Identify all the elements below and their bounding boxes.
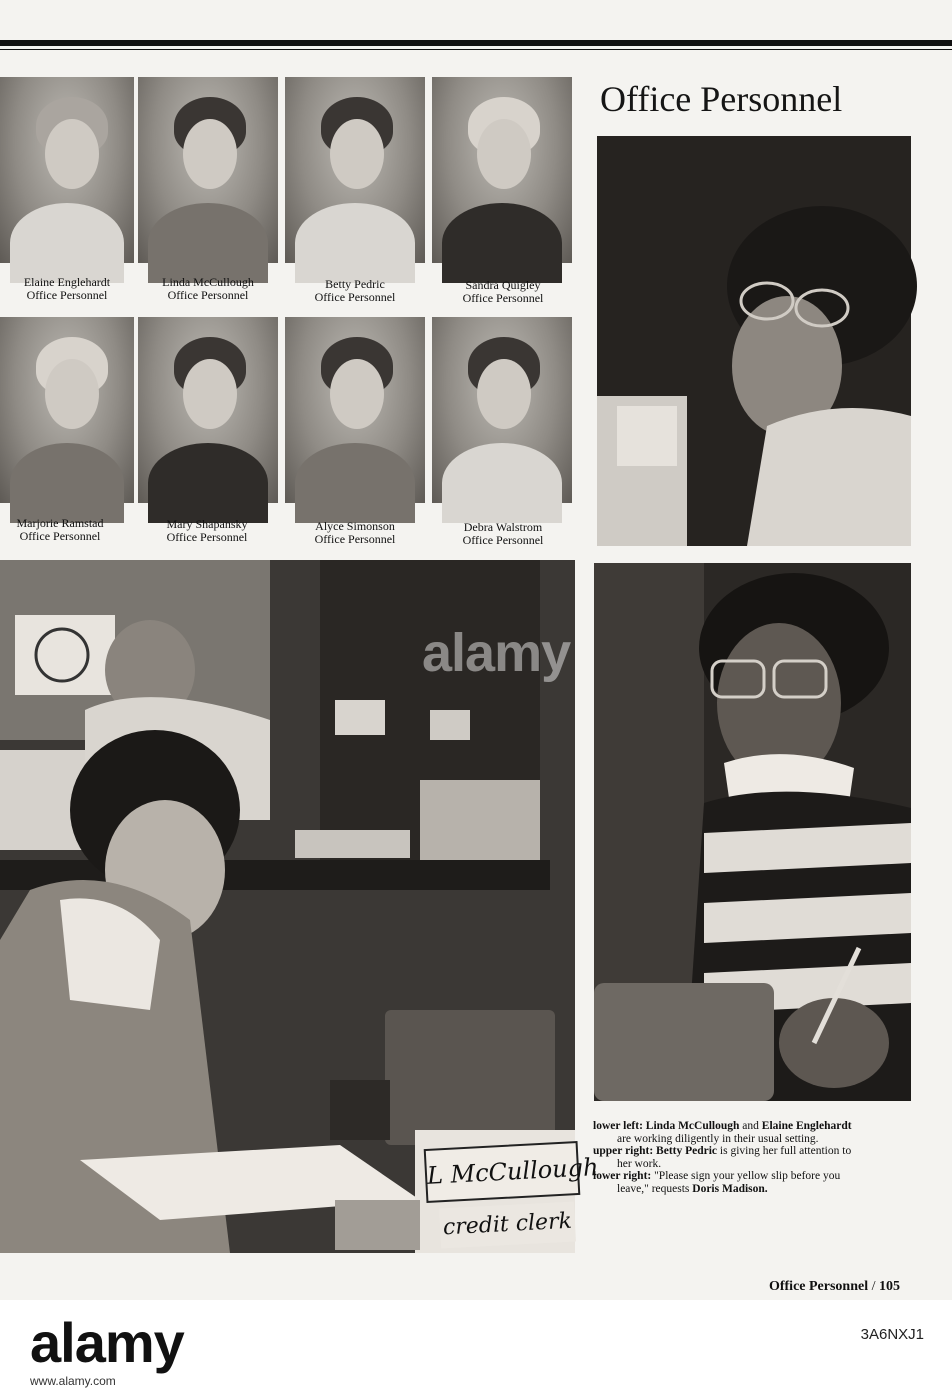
- caption-position: lower left:: [593, 1120, 643, 1132]
- watermark-center-logo: alamy: [422, 623, 571, 683]
- lower-right-photo-art: [594, 563, 911, 1101]
- page-footer: [769, 1279, 900, 1295]
- caption-quote: "Please sign your yellow slip before you: [654, 1170, 841, 1182]
- portrait-photo-3: [285, 77, 425, 263]
- watermark-image-id: 3A6NXJ1: [860, 1326, 924, 1343]
- caption-joiner: is giving her full attention to: [717, 1145, 852, 1157]
- nameplate-title: credit clerk: [442, 1208, 573, 1241]
- portrait-role: Office Personnel: [26, 288, 108, 302]
- portrait-role: Office Personnel: [314, 290, 396, 304]
- portrait-face: [477, 359, 531, 429]
- caption-upper-right: [593, 1145, 913, 1158]
- portrait-role: Office Personnel: [166, 530, 248, 544]
- portrait-caption-4: [428, 279, 578, 305]
- portrait-name: Sandra Quigley: [465, 278, 541, 292]
- portrait-name: Marjorie Ramstad: [16, 516, 104, 530]
- portrait-caption-7: [280, 520, 430, 546]
- caption-names: Doris Madison.: [692, 1182, 768, 1195]
- portrait-face: [183, 119, 237, 189]
- caption-names: Elaine Englehardt: [761, 1120, 852, 1132]
- portrait-shoulders: [295, 443, 415, 523]
- portrait-shoulders: [148, 443, 268, 523]
- portrait-caption-1: [0, 276, 142, 302]
- caption-quote-end: leave," requests: [617, 1182, 693, 1195]
- portrait-caption-3: [280, 278, 430, 304]
- lower-right-photo: [594, 563, 911, 1101]
- portrait-shoulders: [148, 203, 268, 283]
- portrait-photo-4: [432, 77, 572, 263]
- portrait-name: Mary Shapansky: [166, 517, 248, 531]
- portrait-role: Office Personnel: [167, 288, 249, 302]
- portrait-role: Office Personnel: [19, 529, 101, 543]
- portrait-photo-8: [432, 317, 572, 503]
- top-rule-thick: [0, 40, 952, 46]
- portrait-shoulders: [295, 203, 415, 283]
- caption-joiner: and: [739, 1120, 762, 1132]
- caption-position: lower right:: [593, 1170, 652, 1182]
- portrait-caption-6: [132, 518, 282, 544]
- portrait-role: Office Personnel: [314, 532, 396, 546]
- caption-lower-left-continued: are working diligently in their usual setting.: [617, 1132, 819, 1145]
- caption-lower-right: [593, 1170, 913, 1183]
- caption-lower-right-continued: [593, 1183, 913, 1196]
- portrait-photo-6: [138, 317, 278, 503]
- portrait-name: Debra Walstrom: [463, 520, 543, 534]
- portrait-shoulders: [442, 203, 562, 283]
- portrait-caption-8: [428, 521, 578, 547]
- watermark-logo: alamy: [30, 1311, 184, 1374]
- portrait-photo-7: [285, 317, 425, 503]
- caption-names: Linda McCullough: [645, 1120, 740, 1132]
- nameplate-name: L McCullough: [426, 1152, 600, 1190]
- caption-lower-left: [593, 1120, 913, 1133]
- page-title: Office Personnel: [600, 79, 843, 119]
- portrait-role: Office Personnel: [462, 533, 544, 547]
- upper-right-photo-art: [597, 136, 911, 546]
- top-rule-thin: [0, 49, 952, 50]
- portrait-name: Linda McCullough: [162, 275, 254, 289]
- portrait-photo-2: [138, 77, 278, 263]
- caption-position: upper right:: [593, 1145, 654, 1157]
- footer-separator: /: [868, 1279, 879, 1294]
- portrait-face: [45, 359, 99, 429]
- portrait-face: [45, 119, 99, 189]
- portrait-face: [477, 119, 531, 189]
- portrait-caption-5: [0, 517, 135, 543]
- portrait-name: Elaine Englehardt: [23, 275, 111, 289]
- nameplate: [424, 1141, 600, 1203]
- footer-section: Office Personnel: [768, 1279, 869, 1294]
- portrait-caption-2: [133, 276, 283, 302]
- upper-right-photo: [597, 136, 911, 546]
- portrait-photo-5: [0, 317, 134, 503]
- portrait-name: Betty Pedric: [325, 277, 385, 291]
- portrait-name: Alyce Simonson: [315, 519, 395, 533]
- watermark-url: www.alamy.com: [30, 1374, 116, 1388]
- nameplate-title-card: [439, 1201, 576, 1248]
- footer-page-number: 105: [879, 1279, 900, 1294]
- portrait-face: [183, 359, 237, 429]
- caption-names: Betty Pedric: [656, 1145, 718, 1157]
- portrait-shoulders: [442, 443, 562, 523]
- caption-upper-right-continued: her work.: [617, 1157, 662, 1170]
- portrait-photo-1: [0, 77, 134, 263]
- portrait-face: [330, 119, 384, 189]
- portrait-face: [330, 359, 384, 429]
- portrait-shoulders: [10, 203, 124, 283]
- portrait-shoulders: [10, 443, 124, 523]
- photo-captions: [593, 1120, 913, 1195]
- portrait-role: Office Personnel: [462, 291, 544, 305]
